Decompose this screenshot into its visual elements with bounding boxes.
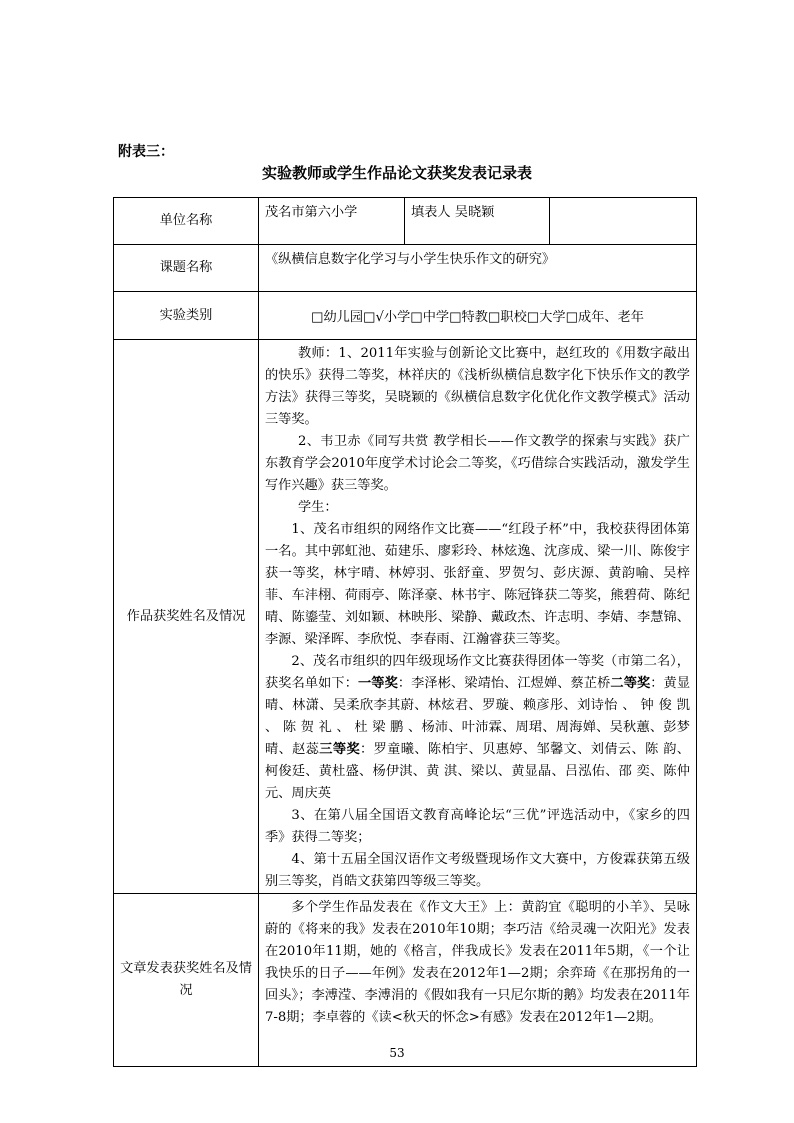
publications-label: 文章发表获奖姓名及情况 (114, 894, 259, 1067)
annex-label: 附表三： (118, 144, 174, 160)
second-prize-names: ：黄显晴、林潇、吴柔欣李其蔚、林炫君、罗璇、赖彦彤、刘诗怡 、 钟 俊 凯 、 陈 贺 礼 、 杜 梁 鹏 、杨沛、叶沛霖、周珺、周海婵、吴秋蕙、彭梦晴、赵蕊 (265, 676, 691, 757)
form-title: 实验教师或学生作品论文获奖发表记录表 (261, 164, 532, 182)
record-table (113, 197, 697, 1067)
awards-student-3: 3、在第八届全国语文教育高峰论坛“三优”评选活动中，《家乡的四季》获得二等奖； (265, 808, 690, 845)
filler-value: 吴晓颖 (454, 205, 495, 220)
row-unit (114, 198, 697, 245)
unit-value: 茂名市第六小学 (259, 198, 405, 245)
awards-student-1: 1、茂名市组织的网络作文比赛——“红段子杯”中，我校获得团体第一名。其中郭虹池、茹建乐、廖彩玲、林炫逸、沈彦成、梁一川、陈俊宇获一等奖，林宇晴、林婷羽、张舒童、罗贺匀、彭庆源、黄韵喻、吴梓菲、车沣栩、荷雨亭、陈泽豪、林书宇、陈冠锋获二等奖，熊碧荷、陈纪晴、陈鎏莹、刘如颖、林映彤、梁静、戴政杰、许志明、李婧、李慧锦、李源、梁泽晖、李欣悦、李春雨、江瀚睿获三等奖。 (265, 522, 690, 647)
row-topic (114, 245, 697, 292)
publications-content (259, 894, 697, 1067)
first-prize-label: 一等奖 (358, 676, 398, 691)
awards-student-heading: 学生： (298, 500, 338, 515)
page-number: 53 (389, 1046, 405, 1060)
awards-student-2 (265, 651, 690, 805)
filler-label: 填表人 (411, 205, 451, 220)
category-label: 实验类别 (114, 292, 259, 340)
category-value: □幼儿园□√小学□中学□特教□职校□大学□成年、老年 (259, 292, 697, 340)
awards-teacher-1: 教师：1、2011年实验与创新论文比赛中，赵红玫的《用数字敲出的快乐》获得二等奖，林祥庆的《浅析纵横信息数字化下快乐作文的教学方法》获得三等奖，吴晓颖的《纵横信息数字化优化作文教学模式》活动三等奖。 (265, 346, 690, 427)
third-prize-names: ：罗童曦、陈柏宇、贝惠婷、邹馨文、刘倩云、陈 韵、柯俊廷、黄杜盛、杨伊淇、黄 淇、梁以、黄显晶、吕泓佑、邵 奕、陈仲元、周庆英 (265, 742, 690, 801)
row-awards (114, 340, 697, 894)
row-publications (114, 894, 697, 1067)
third-prize-label: 三等奖 (319, 742, 361, 757)
second-prize-label: 二等奖 (610, 676, 651, 691)
awards-content (259, 340, 697, 894)
awards-teacher-2: 2、韦卫赤《同写共赏 教学相长——作文教学的探索与实践》获广东教育学会2010年度学术讨论会二等奖，《巧借综合实践活动，激发学生写作兴趣》获三等奖。 (265, 434, 690, 493)
blank-cell (550, 198, 697, 245)
filler-cell (405, 198, 550, 245)
awards-student-4: 4、第十五届全国汉语作文考级暨现场作文大赛中，方俊霖获第五级别三等奖，肖皓文获第四等级三等奖。 (265, 852, 690, 889)
awards-label: 作品获奖姓名及情况 (114, 340, 259, 894)
awards-student-2-intro: 2、茂名市组织的四年级现场作文比赛获得团体一等奖（市第二名），获奖名单如下： (265, 654, 690, 691)
first-prize-names: ：李泽彬、梁靖怡、江煜婵、蔡芷桥 (397, 676, 611, 691)
topic-value: 《纵横信息数字化学习与小学生快乐作文的研究》 (259, 245, 697, 292)
row-category (114, 292, 697, 340)
publications-text: 多个学生作品发表在《作文大王》上：黄韵宜《聪明的小羊》、吴咏蔚的《将来的我》发表在2010年10期；李巧洁《给灵魂一次阳光》发表在2010年11期，她的《格言，伴我成长》发表在2011年5期，《一个让我快乐的日子——年例》发表在2012年1—2期；余弈琦《在那拐角的一回头》；李溥滢、李溥涓的《假如我有一只尼尔斯的鹅》均发表在2011年7-8期；李卓蓉的《读<秋天的怀念>有感》发表在2012年1—2期。 (265, 900, 690, 1025)
unit-label: 单位名称 (114, 198, 259, 245)
topic-label: 课题名称 (114, 245, 259, 292)
